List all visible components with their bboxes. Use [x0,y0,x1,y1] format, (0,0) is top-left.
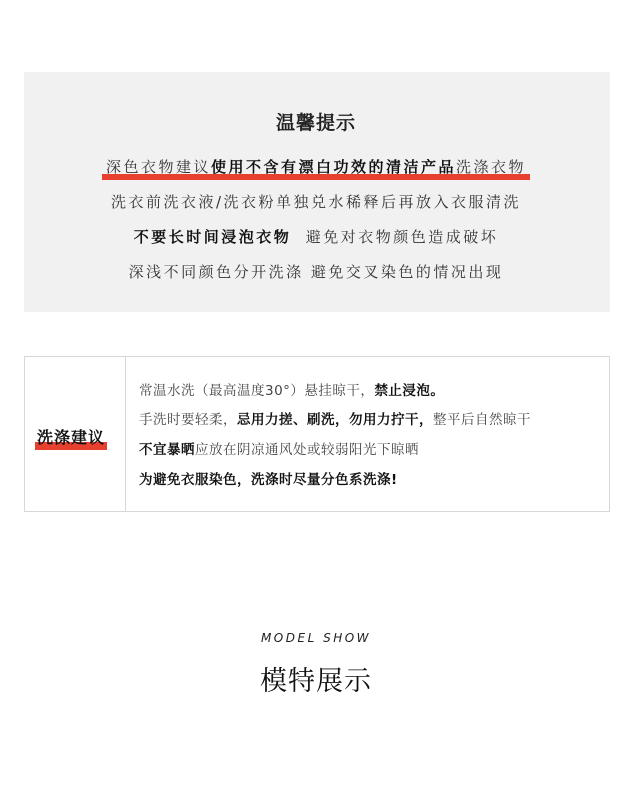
tip-line1-part-c: 洗涤衣物 [456,158,527,176]
wash-line-color: 为避免衣服染色，洗涤时尽量分色系洗涤! [139,472,398,488]
wash-line-handwash: 手洗时要轻柔，忌用力搓、刷洗，勿用力拧干，整平后自然晾干 [139,412,531,428]
model-show-title: 模特展示 [260,666,372,697]
wash-no-soak: 禁止浸泡。 [374,383,445,399]
wash-divider [125,357,126,511]
wash-label: 洗涤建议 [37,428,106,447]
tip-line-separate: 深浅不同颜色分开洗涤 避免交叉染色的情况出现 [128,263,504,281]
tip-line1-part-a: 深色衣物建议 [105,158,211,176]
tip-line3-part-b: 避免对衣物颜色造成破坏 [305,228,499,246]
tip-title: 温馨提示 [275,112,356,134]
tip-line-dilute: 洗衣前洗衣液/洗衣粉单独兑水稀释后再放入衣服清洗 [110,193,522,211]
tip-line1-part-b: 使用不含有漂白功效的清洁产品 [210,158,456,176]
wash-no-scrub: 忌用力搓、刷洗，勿用力拧干， [237,412,433,428]
wash-line-temperature: 常温水洗（最高温度30°）悬挂晾干，禁止浸泡。 [139,383,445,399]
wash-no-sun: 不宜暴晒 [139,442,195,458]
model-show-english: MODEL SHOW [260,631,372,645]
wash-table [24,356,610,512]
tip-line-dark-clothes [0,156,632,177]
tip-line-highlight [106,156,526,177]
tip-line-soak [0,226,632,247]
wash-line-sun: 不宜暴晒应放在阴凉通风处或较弱阳光下晾晒 [139,442,419,458]
tip-line3-part-a: 不要长时间浸泡衣物 [133,228,292,246]
wash-label-container [37,425,105,448]
